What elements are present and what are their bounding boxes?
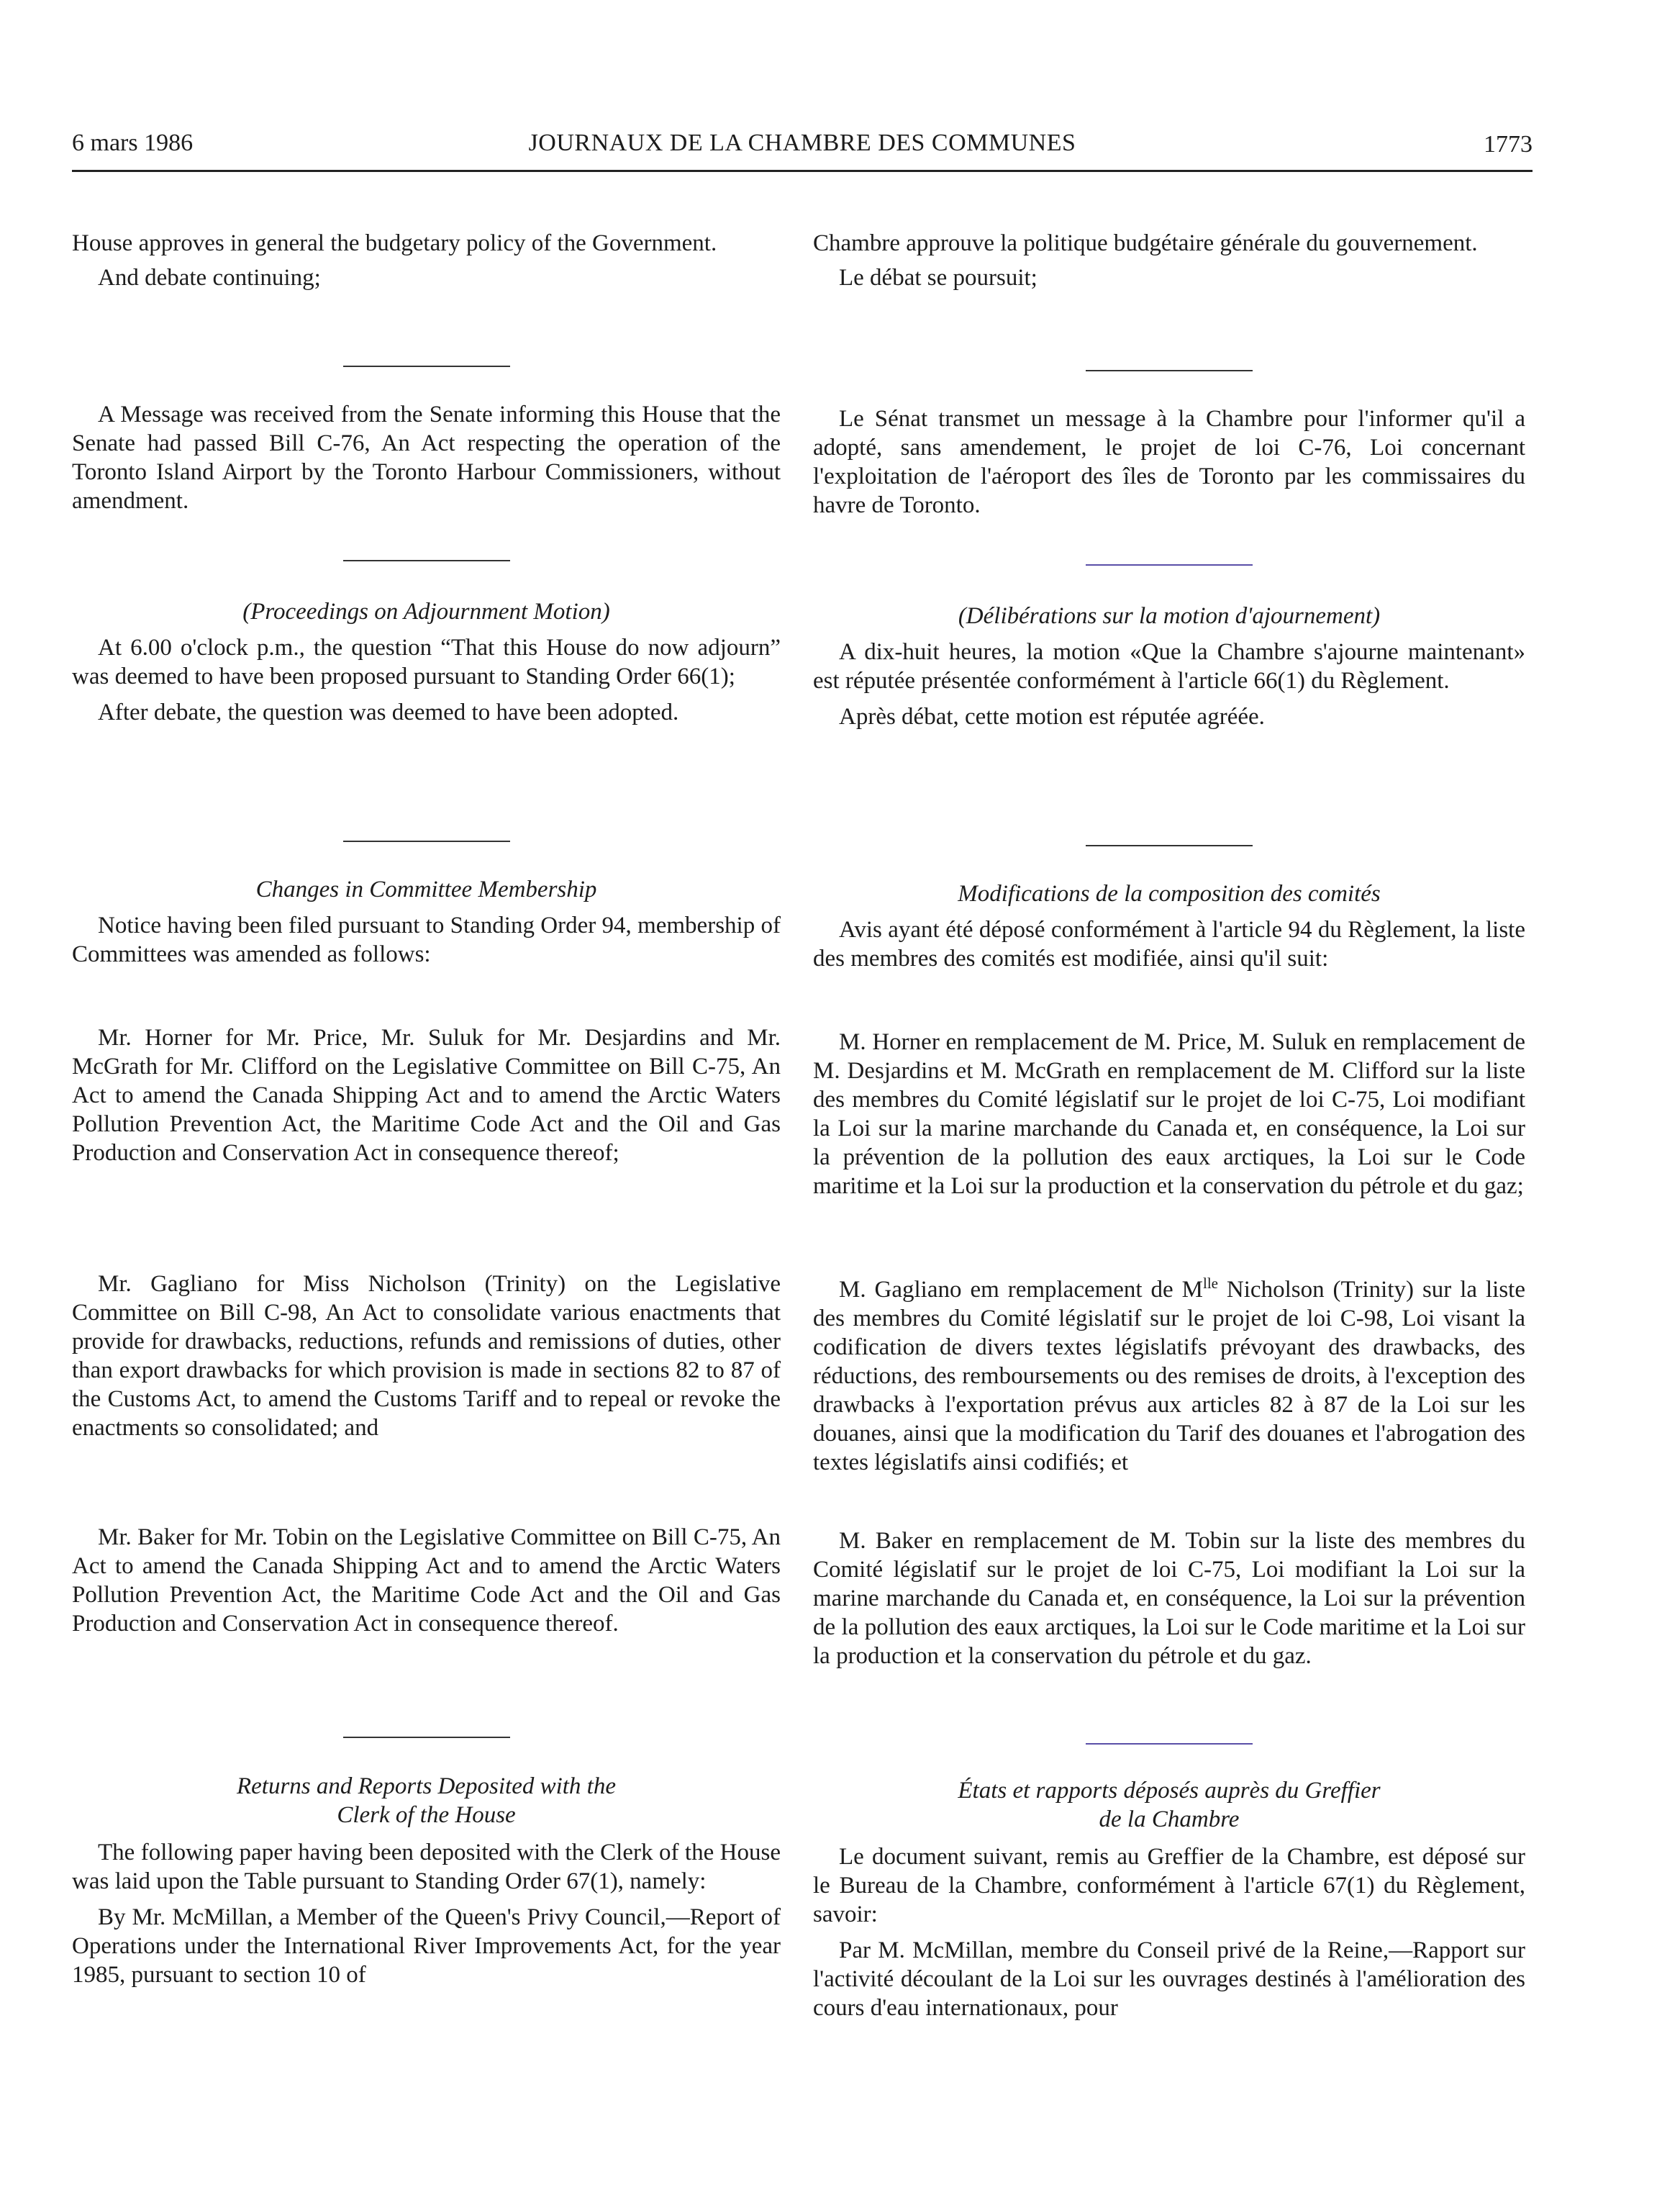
paragraph: Mr. Horner for Mr. Price, Mr. Suluk for Mr. Desjardins and Mr. McGrath for Mr. Clifford on the Legislative Committee on Bill C-75, An Act to amend the Canada Shipping Act and to amend the Arctic Waters Pollution Prevention Act, the Maritime Code Act and the Oil and Gas Production and Conservation Act in consequence thereof; xyxy=(72,1025,781,1166)
section-divider xyxy=(1086,1743,1253,1745)
page-number: 1773 xyxy=(1484,131,1533,158)
paragraph: Mr. Gagliano for Miss Nicholson (Trinity) on the Legislative Committee on Bill C-98, An Act to consolidate various enactments that provide for drawbacks, reductions, refunds and remissions of duties, other than export drawbacks for which provision is made in sections 82 to 87 of the Customs Act, to amend the Customs Tariff and to repeal or revoke the enactments so consolidated; and xyxy=(72,1271,781,1441)
paragraph: Mr. Baker for Mr. Tobin on the Legislative Committee on Bill C-75, An Act to amend the Canada Shipping Act and to amend the Arctic Waters Pollution Prevention Act, the Maritime Code Act and the Oil and Gas Production and Conservation Act in consequence thereof. xyxy=(72,1524,781,1637)
paragraph: A Message was received from the Senate informing this House that the Senate had passed Bill C-76, An Act respecting the operation of the Toronto Island Airport by the Toronto Harbour Commissioners, without amendment. xyxy=(72,402,781,514)
section-divider xyxy=(343,366,510,367)
paragraph: House approves in general the budgetary policy of the Government. xyxy=(72,230,717,256)
section-heading: Modifications de la composition des comités xyxy=(958,881,1381,907)
section-divider xyxy=(343,560,510,561)
paragraph: Par M. McMillan, membre du Conseil privé de la Reine,—Rapport sur l'activité découlant de la Loi sur les ouvrages destinés à l'amélioration des cours d'eau internationaux, pour xyxy=(813,1937,1525,2021)
section-heading: Returns and Reports Deposited with the xyxy=(236,1773,617,1799)
paragraph: M. Baker en remplacement de M. Tobin sur la liste des membres du Comité législatif sur le projet de loi C-75, Loi modifiant la Loi sur la marine marchande du Canada et, en conséquence, la Loi sur la prévention de la pollution des eaux arctiques, la Loi sur le Code maritime et la Loi sur la production et la conservation du pétrole et du gaz. xyxy=(813,1528,1525,1669)
paragraph: And debate continuing; xyxy=(98,265,321,291)
paragraph: Le Sénat transmet un message à la Chambre pour l'informer qu'il a adopté, sans amendement, le projet de loi C-76, Loi concernant l'exploitation de l'aéroport des îles de Toronto par les commissaires du havre de Toronto. xyxy=(813,406,1525,518)
section-heading: Clerk of the House xyxy=(337,1802,516,1828)
paragraph: Chambre approuve la politique budgétaire générale du gouvernement. xyxy=(813,230,1478,256)
section-divider xyxy=(343,841,510,842)
paragraph: M. Horner en remplacement de M. Price, M. Suluk en remplacement de M. Desjardins et M. McGrath en remplacement de M. Clifford sur la liste des membres du Comité législatif sur le projet de loi C-75, Loi modifiant la Loi sur la marine marchande du Canada et, en conséquence, la Loi sur la prévention de la pollution des eaux arctiques, la Loi sur le Code maritime et la Loi sur la production et la conservation du pétrole et du gaz; xyxy=(813,1029,1525,1199)
paragraph: Le document suivant, remis au Greffier de la Chambre, est déposé sur le Bureau de la Chambre, conformément à l'article 67(1) du Règlement, savoir: xyxy=(813,1844,1525,1927)
section-heading: de la Chambre xyxy=(1099,1806,1240,1832)
paragraph: The following paper having been deposited with the Clerk of the House was laid upon the Table pursuant to Standing Order 67(1), namely: xyxy=(72,1840,781,1894)
paragraph: Après débat, cette motion est réputée agréée. xyxy=(839,704,1265,730)
paragraph: At 6.00 o'clock p.m., the question “That this House do now adjourn” was deemed to have been proposed pursuant to Standing Order 66(1); xyxy=(72,635,781,689)
paragraph: By Mr. McMillan, a Member of the Queen's Privy Council,—Report of Operations under the International River Improvements Act, for the year 1985, pursuant to section 10 of xyxy=(72,1904,781,1988)
page-header xyxy=(72,127,1533,172)
paragraph: After debate, the question was deemed to have been adopted. xyxy=(98,700,679,725)
paragraph: M. Gagliano em remplacement de $M^{lle}$ Nicholson (Trinity) sur la liste des membres du Comité législatif sur le projet de loi C-98, Loi visant la codification de divers textes législatifs prévoyant des drawbacks, des réductions, des remboursements ou des remises de droits, à l'exception des drawbacks à l'exportation prévus aux articles 82 à 87 de la Loi sur les douanes, ainsi que la modification du Tarif des douanes et l'abrogation des textes législatifs ainsi codifiés; et xyxy=(813,1275,1525,1475)
section-heading: (Délibérations sur la motion d'ajournement) xyxy=(958,603,1381,629)
section-heading: États et rapports déposés auprès du Greffier xyxy=(958,1778,1381,1804)
section-divider xyxy=(1086,370,1253,371)
section-heading: (Proceedings on Adjournment Motion) xyxy=(242,599,610,625)
paragraph: A dix-huit heures, la motion «Que la Chambre s'ajourne maintenant» est réputée présentée conformément à l'article 66(1) du Règlement. xyxy=(813,639,1525,694)
paragraph: Le débat se poursuit; xyxy=(839,265,1037,291)
section-divider xyxy=(343,1737,510,1738)
section-divider xyxy=(1086,564,1253,566)
paragraph: Avis ayant été déposé conformément à l'article 94 du Règlement, la liste des membres des comités est modifiée, ainsi qu'il suit: xyxy=(813,917,1525,972)
section-heading: Changes in Committee Membership xyxy=(255,877,597,902)
paragraph: Notice having been filed pursuant to Standing Order 94, membership of Committees was amended as follows: xyxy=(72,913,781,967)
header-date: 6 mars 1986 xyxy=(72,130,194,156)
header-title: JOURNAUX DE LA CHAMBRE DES COMMUNES xyxy=(528,130,1076,156)
section-divider xyxy=(1086,845,1253,846)
